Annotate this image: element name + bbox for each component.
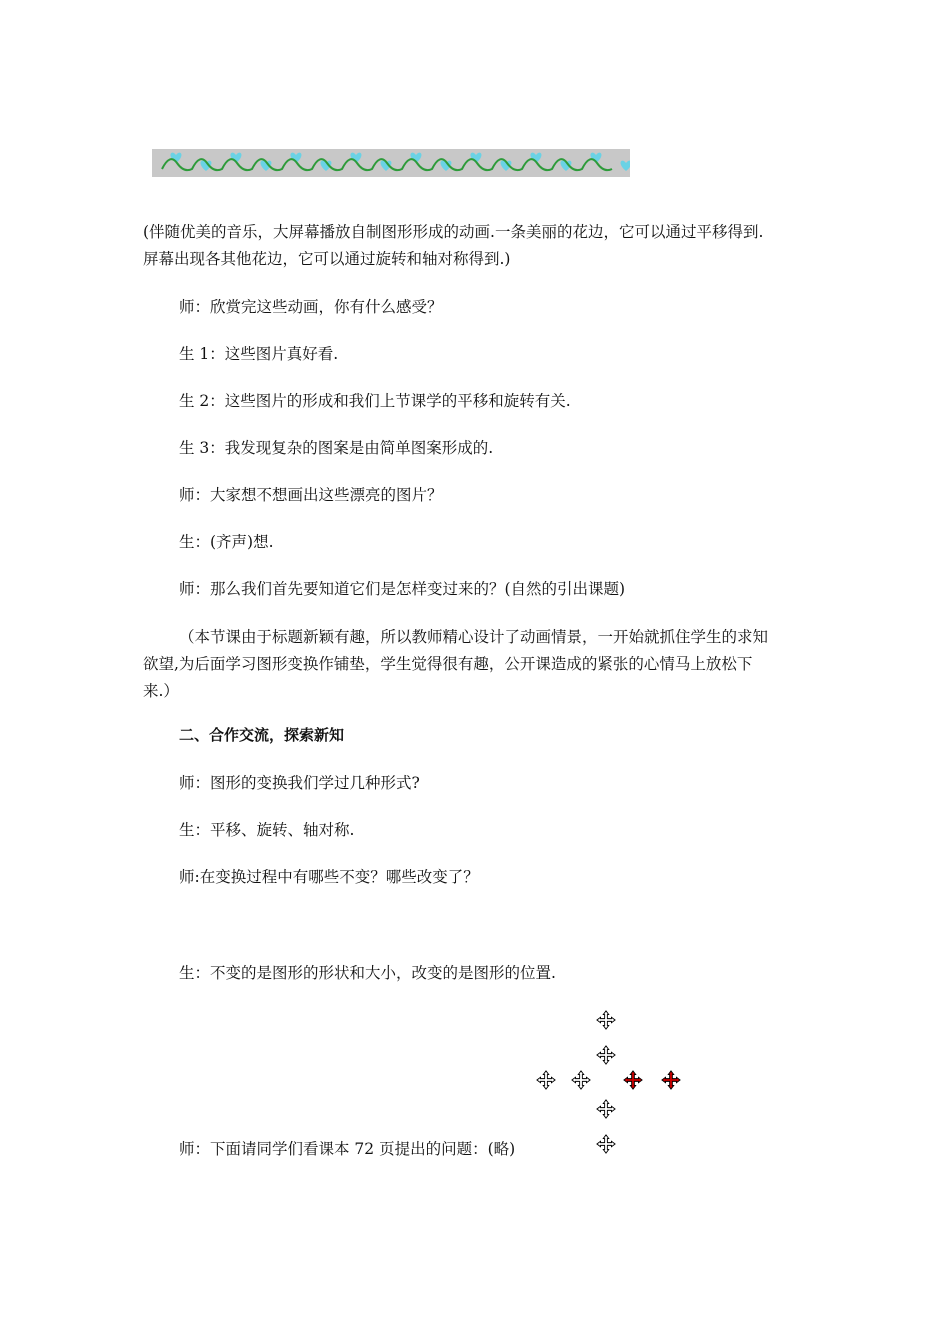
intro-line-1: (伴随优美的音乐，大屏幕播放自制图形形成的动画.一条美丽的花边，它可以通过平移得到. — [143, 223, 764, 241]
cross-arrow-icon — [536, 1070, 556, 1090]
student-line-4: 生：平移、旋转、轴对称. — [179, 821, 355, 839]
teacher-line-4: 师：图形的变换我们学过几种形式? — [179, 774, 420, 792]
design-note-line-1: （本节课由于标题新颖有趣，所以教师精心设计了动画情景，一开始就抓住学生的求知 — [179, 628, 769, 646]
student-line-3: 生 3：我发现复杂的图案是由简单图案形成的. — [179, 439, 494, 457]
decorative-border-image — [152, 149, 630, 177]
teacher-line-1: 师：欣赏完这些动画，你有什么感受？ — [179, 298, 443, 316]
cross-arrow-icon — [596, 1045, 616, 1065]
red-cross-arrow-icon — [661, 1070, 681, 1090]
intro-line-2: 屏幕出现各其他花边，它可以通过旋转和轴对称得到.) — [143, 250, 511, 268]
teacher-line-5: 师:在变换过程中有哪些不变？哪些改变了？ — [179, 868, 479, 886]
red-cross-arrow-icon — [623, 1070, 643, 1090]
teacher-line-3: 师：那么我们首先要知道它们是怎样变过来的？(自然的引出课题) — [179, 580, 626, 598]
design-note-line-3: 来.） — [143, 682, 179, 700]
cross-arrow-icon — [596, 1010, 616, 1030]
teacher-line-2: 师：大家想不想画出这些漂亮的图片？ — [179, 486, 443, 504]
teacher-line-6: 师：下面请同学们看课本 72 页提出的问题：(略) — [179, 1140, 516, 1158]
design-note-line-2: 欲望,为后面学习图形变换作铺垫，学生觉得很有趣，公开课造成的紧张的心情马上放松下 — [143, 655, 753, 673]
cross-arrow-icon — [571, 1070, 591, 1090]
student-line-2: 生 2：这些图片的形成和我们上节课学的平移和旋转有关. — [179, 392, 571, 410]
student-line-5: 生：不变的是图形的形状和大小，改变的是图形的位置. — [179, 964, 556, 982]
cross-arrow-icon — [596, 1099, 616, 1119]
student-line-1: 生 1：这些图片真好看. — [179, 345, 339, 363]
section-heading: 二、合作交流，探索新知 — [179, 726, 345, 744]
cross-arrow-icon — [596, 1134, 616, 1154]
student-chorus-line: 生：(齐声)想. — [179, 533, 274, 551]
